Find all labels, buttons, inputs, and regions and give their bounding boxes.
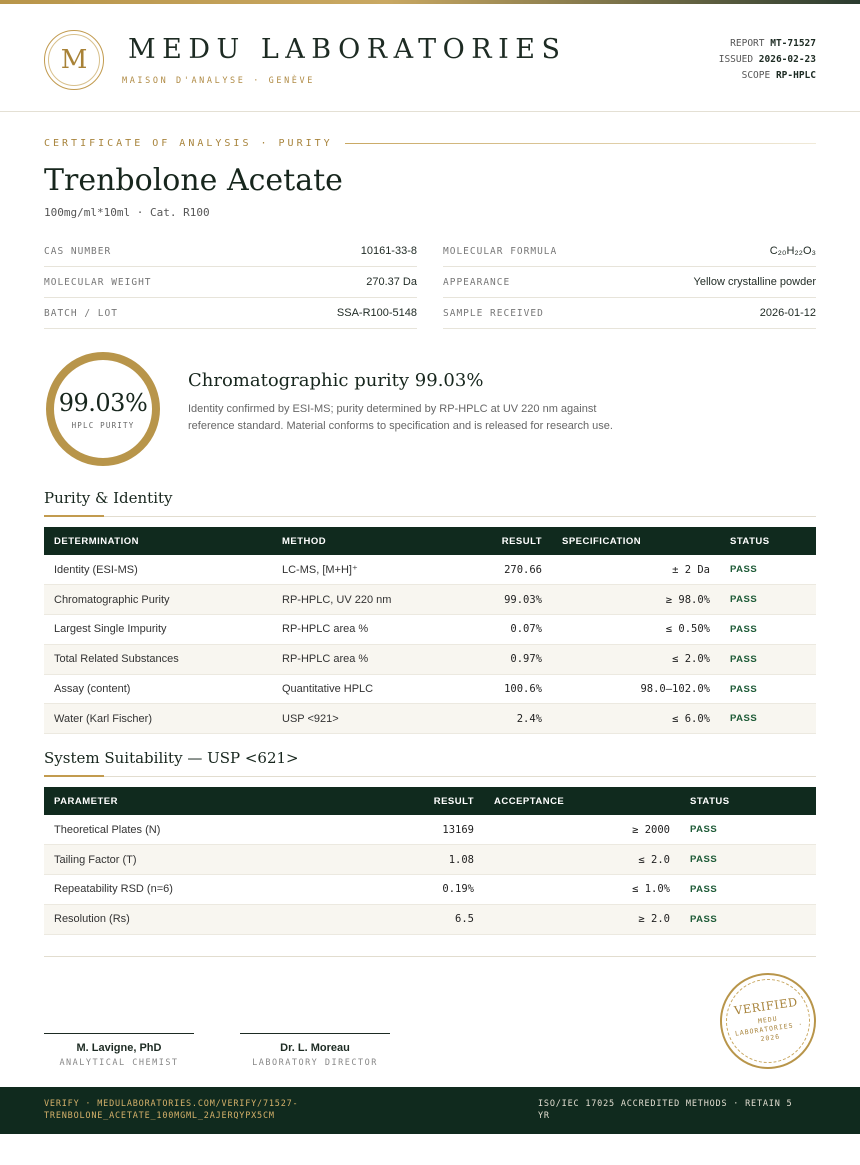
purity-ring <box>46 352 160 466</box>
cell-acceptance: ≥ 2000 <box>484 815 680 845</box>
section-title-suitability: System Suitability — USP <621> <box>44 749 299 767</box>
table-row <box>44 904 816 934</box>
cell-parameter: Theoretical Plates (N) <box>44 815 344 845</box>
status-badge: PASS <box>720 674 816 704</box>
table-row <box>44 615 816 645</box>
identity-table <box>44 527 816 734</box>
purity-ring-label: HPLC PURITY <box>71 420 135 430</box>
column-header: ACCEPTANCE <box>494 795 565 807</box>
scope-line <box>719 68 816 84</box>
accreditation-note: ISO/IEC 17025 ACCREDITED METHODS · RETAIN 5 YR <box>538 1099 793 1121</box>
certificate-eyebrow: CERTIFICATE OF ANALYSIS · PURITY <box>44 138 333 149</box>
product-title: Trenbolone Acetate <box>44 163 343 198</box>
cell-result: 99.03% <box>442 585 552 615</box>
eyebrow-divider <box>345 143 816 144</box>
section-rule <box>44 776 816 777</box>
scope-label: SCOPE <box>741 70 771 81</box>
property-row <box>44 267 417 298</box>
table-row <box>44 644 816 674</box>
brand-subtitle: MAISON D'ANALYSE · GENÈVE <box>122 76 315 86</box>
purity-description: Identity confirmed by ESI-MS; purity determined by RP-HPLC at UV 220 nm against reference standard. Material conforms to specification and is released for research use. <box>188 403 613 432</box>
report-label: REPORT <box>730 38 765 49</box>
cell-method: RP-HPLC area % <box>272 644 442 674</box>
stamp-inner-ring <box>721 974 816 1069</box>
product-subline: 100mg/ml*10ml · Cat. R100 <box>44 206 210 219</box>
property-row <box>443 267 816 298</box>
cell-spec: ≥ 98.0% <box>552 585 720 615</box>
cell-determination: Water (Karl Fischer) <box>44 704 272 734</box>
verified-stamp <box>714 967 822 1075</box>
stamp-sub-text: MEDU LABORATORIES · 2026 <box>734 1014 804 1044</box>
cell-determination: Identity (ESI-MS) <box>44 555 272 585</box>
cell-result: 100.6% <box>442 674 552 704</box>
table-row <box>44 555 816 585</box>
property-label: CAS NUMBER <box>44 245 112 257</box>
stamp-main-text: VERIFIED <box>733 994 799 1018</box>
property-value: 10161-33-8 <box>360 245 417 257</box>
column-header: STATUS <box>690 795 730 807</box>
column-header: RESULT <box>433 795 474 807</box>
table-row <box>44 674 816 704</box>
column-header: RESULT <box>501 535 542 547</box>
property-row <box>44 298 417 329</box>
cell-determination: Assay (content) <box>44 674 272 704</box>
status-badge: PASS <box>680 875 816 905</box>
property-row <box>443 298 816 329</box>
cell-acceptance: ≤ 1.0% <box>484 875 680 905</box>
property-value: 270.37 Da <box>366 276 417 288</box>
issued-date: 2026-02-23 <box>758 54 816 65</box>
section-title-identity: Purity & Identity <box>44 489 173 507</box>
cell-spec: 98.0–102.0% <box>552 674 720 704</box>
status-badge: PASS <box>680 815 816 845</box>
property-label: APPEARANCE <box>443 276 511 288</box>
table-header-row <box>44 527 816 555</box>
cell-determination: Chromatographic Purity <box>44 585 272 615</box>
brand-logo <box>44 30 104 90</box>
column-header: DETERMINATION <box>54 535 139 547</box>
property-row <box>443 236 816 267</box>
cell-parameter: Repeatability RSD (n=6) <box>44 875 344 905</box>
report-id: MT-71527 <box>770 38 816 49</box>
signatory-role: LABORATORY DIRECTOR <box>252 1058 378 1068</box>
cell-spec: ≤ 6.0% <box>552 704 720 734</box>
section-accent <box>44 515 104 517</box>
cell-method: RP-HPLC area % <box>272 615 442 645</box>
properties-grid <box>44 236 816 329</box>
section-rule <box>44 516 816 517</box>
signatory-name: Dr. L. Moreau <box>280 1042 350 1054</box>
cell-result: 1.08 <box>344 845 484 875</box>
cell-parameter: Tailing Factor (T) <box>44 845 344 875</box>
table-header-row <box>44 787 816 815</box>
cell-acceptance: ≤ 2.0 <box>484 845 680 875</box>
cell-parameter: Resolution (Rs) <box>44 904 344 934</box>
cell-method: USP <921> <box>272 704 442 734</box>
footer-bar <box>0 1087 860 1134</box>
cell-result: 0.97% <box>442 644 552 674</box>
status-badge: PASS <box>680 845 816 875</box>
status-badge: PASS <box>720 555 816 585</box>
column-header: SPECIFICATION <box>562 535 642 547</box>
property-label: MOLECULAR WEIGHT <box>44 276 152 288</box>
brand-name: MEDU LABORATORIES <box>128 34 567 65</box>
table-row <box>44 704 816 734</box>
purity-ring-value: 99.03% <box>58 388 148 417</box>
cell-acceptance: ≥ 2.0 <box>484 904 680 934</box>
status-badge: PASS <box>680 904 816 934</box>
cell-result: 0.19% <box>344 875 484 905</box>
property-value: SSA-R100-5148 <box>336 307 417 319</box>
report-header <box>0 4 860 112</box>
property-label: SAMPLE RECEIVED <box>443 307 544 319</box>
cell-result: 270.66 <box>442 555 552 585</box>
column-header: METHOD <box>282 535 327 547</box>
signature-block-chemist <box>44 1033 194 1068</box>
report-id-line <box>719 36 816 52</box>
property-value: C₂₀H₂₂O₃ <box>769 245 816 257</box>
verify-link[interactable]: VERIFY · MEDULABORATORIES.COM/VERIFY/71527-TRENBOLONE_ACETATE_100MGML_2AJERQYPX5CM <box>44 1099 299 1121</box>
table-row <box>44 875 816 905</box>
signature-block-director <box>240 1033 390 1068</box>
signatory-name: M. Lavigne, PhD <box>76 1042 162 1054</box>
status-badge: PASS <box>720 615 816 645</box>
table-row <box>44 585 816 615</box>
property-row <box>44 236 417 267</box>
signatory-role: ANALYTICAL CHEMIST <box>59 1058 179 1068</box>
cell-result: 6.5 <box>344 904 484 934</box>
cell-result: 13169 <box>344 815 484 845</box>
property-value: 2026-01-12 <box>759 307 816 319</box>
status-badge: PASS <box>720 644 816 674</box>
section-accent <box>44 775 104 777</box>
certificate-eyebrow-row <box>44 138 816 149</box>
signature-divider <box>44 956 816 957</box>
column-header: STATUS <box>730 535 770 547</box>
cell-result: 2.4% <box>442 704 552 734</box>
cell-method: Quantitative HPLC <box>272 674 442 704</box>
table-row <box>44 845 816 875</box>
property-label: MOLECULAR FORMULA <box>443 245 558 257</box>
cell-method: RP-HPLC, UV 220 nm <box>272 585 442 615</box>
cell-method: LC-MS, [M+H]⁺ <box>272 555 442 585</box>
status-badge: PASS <box>720 585 816 615</box>
report-meta <box>719 36 816 84</box>
column-header: PARAMETER <box>54 795 118 807</box>
cell-spec: ± 2 Da <box>552 555 720 585</box>
cell-determination: Largest Single Impurity <box>44 615 272 645</box>
logo-monogram: M <box>48 34 100 86</box>
cell-result: 0.07% <box>442 615 552 645</box>
issued-label: ISSUED <box>718 54 754 65</box>
scope-value: RP-HPLC <box>775 70 816 81</box>
cell-spec: ≤ 2.0% <box>552 644 720 674</box>
cell-determination: Total Related Substances <box>44 644 272 674</box>
suitability-table <box>44 787 816 935</box>
property-label: BATCH / LOT <box>44 307 118 319</box>
table-row <box>44 815 816 845</box>
purity-heading: Chromatographic purity 99.03% <box>188 370 484 391</box>
property-value: Yellow crystalline powder <box>693 276 816 288</box>
issued-line <box>719 52 816 68</box>
status-badge: PASS <box>720 704 816 734</box>
cell-spec: ≤ 0.50% <box>552 615 720 645</box>
